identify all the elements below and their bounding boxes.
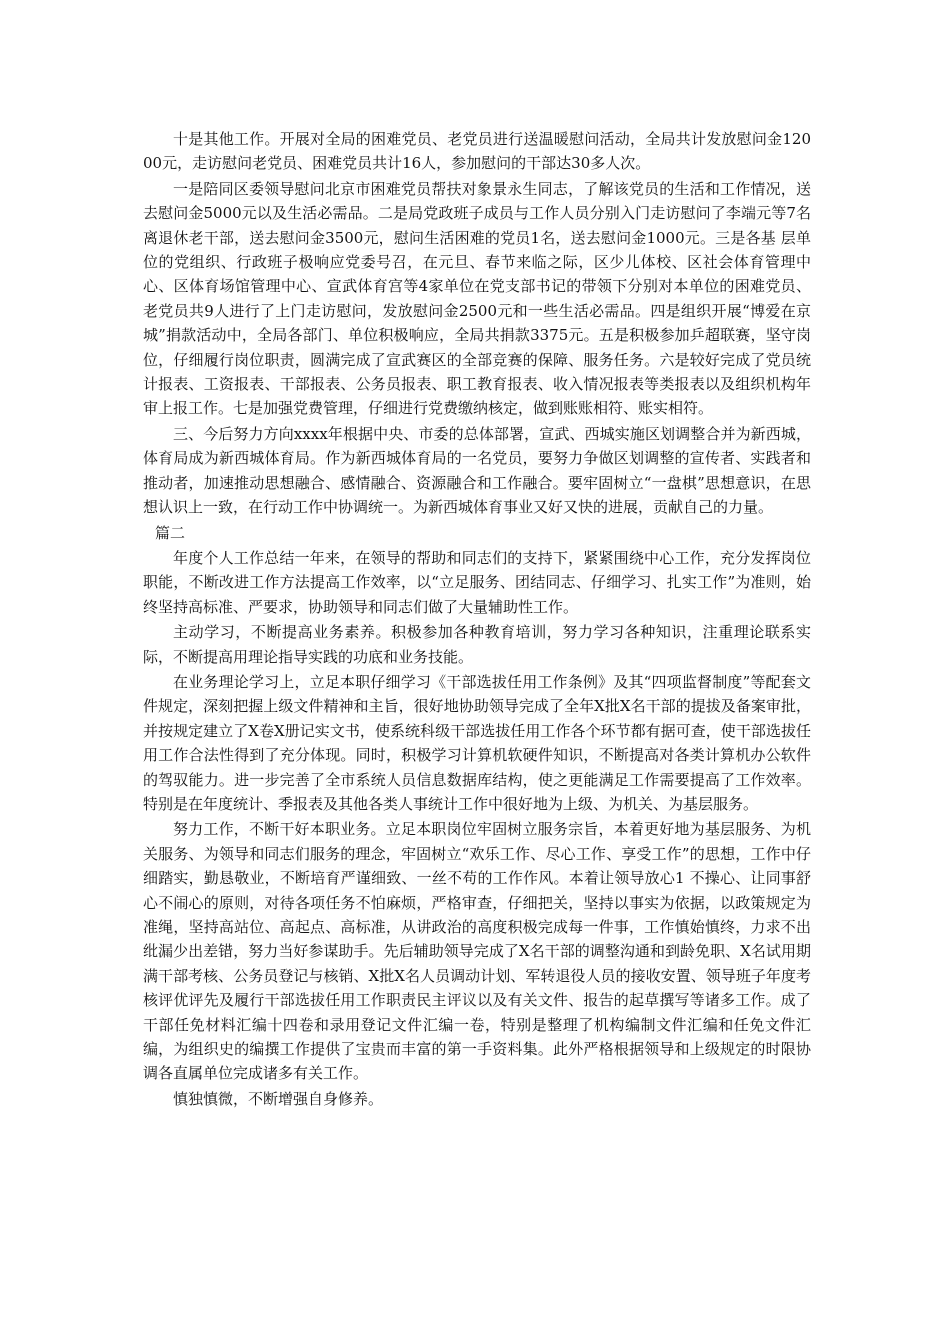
paragraph-future-direction: 三、今后努力方向xxxx年根据中央、市委的总体部署，宣武、西城实施区划调整合并为新西城，体育局成为新西城体育局。作为新西城体育局的一名党员，要努力争做区划调整的宣传者、实践者和推动者，加速推动思想融合、感情融合、资源融合和工作融合。要牢固树立“一盘棋”思想意识，在思想认识上一致，在行动工作中协调统一。为新西城体育事业又好又快的进展，贡献自己的力量。 <box>143 424 811 517</box>
paragraph-self-cultivation: 慎独慎微，不断增强自身修养。 <box>173 1089 384 1108</box>
section-heading-part-two: 篇二 <box>155 523 186 542</box>
paragraph-visits-details: 一是陪同区委领导慰问北京市困难党员帮扶对象景永生同志，了解该党员的生活和工作情况，送去慰问金5000元以及生活必需品。二是局党政班子成员与工作人员分别入门走访慰问了李端元等7名离退休老干部，送去慰问金3500元，慰问生活困难的党员1名，送去慰问金1000元。三是各基 层单位的党组织、行政班子极响应党委号召，在元旦、春节来临之际，区少儿体校、区社会体育管理中心、区体育场馆管理中心、宣武体育宫等4家单位在党支部书记的带领下分别对本单位的困难党员、老党员共9人进行了上门走访慰问，发放慰问金2500元和一些生活必需品。四是组织开展“博爱在京城”捐款活动中，全局各部门、单位积极响应，全局共捐款3375元。五是积极参加乒超联赛，坚守岗位，仔细履行岗位职责，圆满完成了宣武赛区的全部竞赛的保障、服务任务。六是较好完成了党员统计报表、工资报表、干部报表、公务员报表、职工教育报表、收入情况报表等类报表以及组织机构年审上报工作。七是加强党费管理，仔细进行党费缴纳核定，做到账账相符、账实相符。 <box>143 179 811 418</box>
paragraph-hard-work: 努力工作，不断干好本职业务。立足本职岗位牢固树立服务宗旨，本着更好地为基层服务、为机关服务、为领导和同志们服务的理念，牢固树立“欢乐工作、尽心工作、享受工作”的思想，工作中仔细踏实，勤恳敬业，不断培育严谨细致、一丝不苟的工作作风。本着让领导放心1 不操心、让同事舒心不闹心的原则，对待各项任务不怕麻烦，严格审查，仔细把关，坚持以事实为依据，以政策规定为准绳，坚持高站位、高起点、高标准，从讲政治的高度积极完成每一件事，工作慎始慎终，力求不出纰漏少出差错，努力当好参谋助手。先后辅助领导完成了X名干部的调整沟通和到龄免职、X名试用期满干部考核、公务员登记与核销、X批X名人员调动计划、军转退役人员的接收安置、领导班子年度考核评优评先及履行干部选拔任用工作职责民主评议以及有关文件、报告的起草撰写等诸多工作。成了干部任免材料汇编十四卷和录用登记文件汇编一卷，特别是整理了机构编制文件汇编和任免文件汇编，为组织史的编撰工作提供了宝贵而丰富的第一手资料集。此外严格根据领导和上级规定的时限协调各直属单位完成诸多有关工作。 <box>143 820 811 1083</box>
paragraph-other-work: 十是其他工作。开展对全局的困难党员、老党员进行送温暖慰问活动，全局共计发放慰问金12000元，走访慰问老党员、困难党员共计16人，参加慰问的干部达30多人次。 <box>143 130 811 173</box>
paragraph-annual-summary: 年度个人工作总结一年来，在领导的帮助和同志们的支持下，紧紧围绕中心工作，充分发挥岗位职能，不断改进工作方法提高工作效率，以“立足服务、团结同志、仔细学习、扎实工作”为准则，始终坚持高标准、严要求，协助领导和同志们做了大量辅助性工作。 <box>143 548 811 616</box>
paragraph-theory-study: 在业务理论学习上，立足本职仔细学习《干部选拔任用工作条例》及其“四项监督制度”等配套文件规定，深刻把握上级文件精神和主旨，很好地协助领导完成了全年X批X名干部的提拔及备案审批，并按规定建立了X卷X册记实文书，使系统科级干部选拔任用工作各个环节都有据可查，使干部选拔任用工作合法性得到了充分体现。同时，积极学习计算机软硬件知识，不断提高对各类计算机办公软件的驾驭能力。进一步完善了全市系统人员信息数据库结构，使之更能满足工作需要提高了工作效率。特别是在年度统计、季报表及其他各类人事统计工作中很好地为上级、为机关、为基层服务。 <box>143 672 811 813</box>
paragraph-active-learning: 主动学习，不断提高业务素养。积极参加各种教育培训，努力学习各种知识，注重理论联系实际，不断提高用理论指导实践的功底和业务技能。 <box>143 623 811 666</box>
document-body <box>143 127 811 1112</box>
